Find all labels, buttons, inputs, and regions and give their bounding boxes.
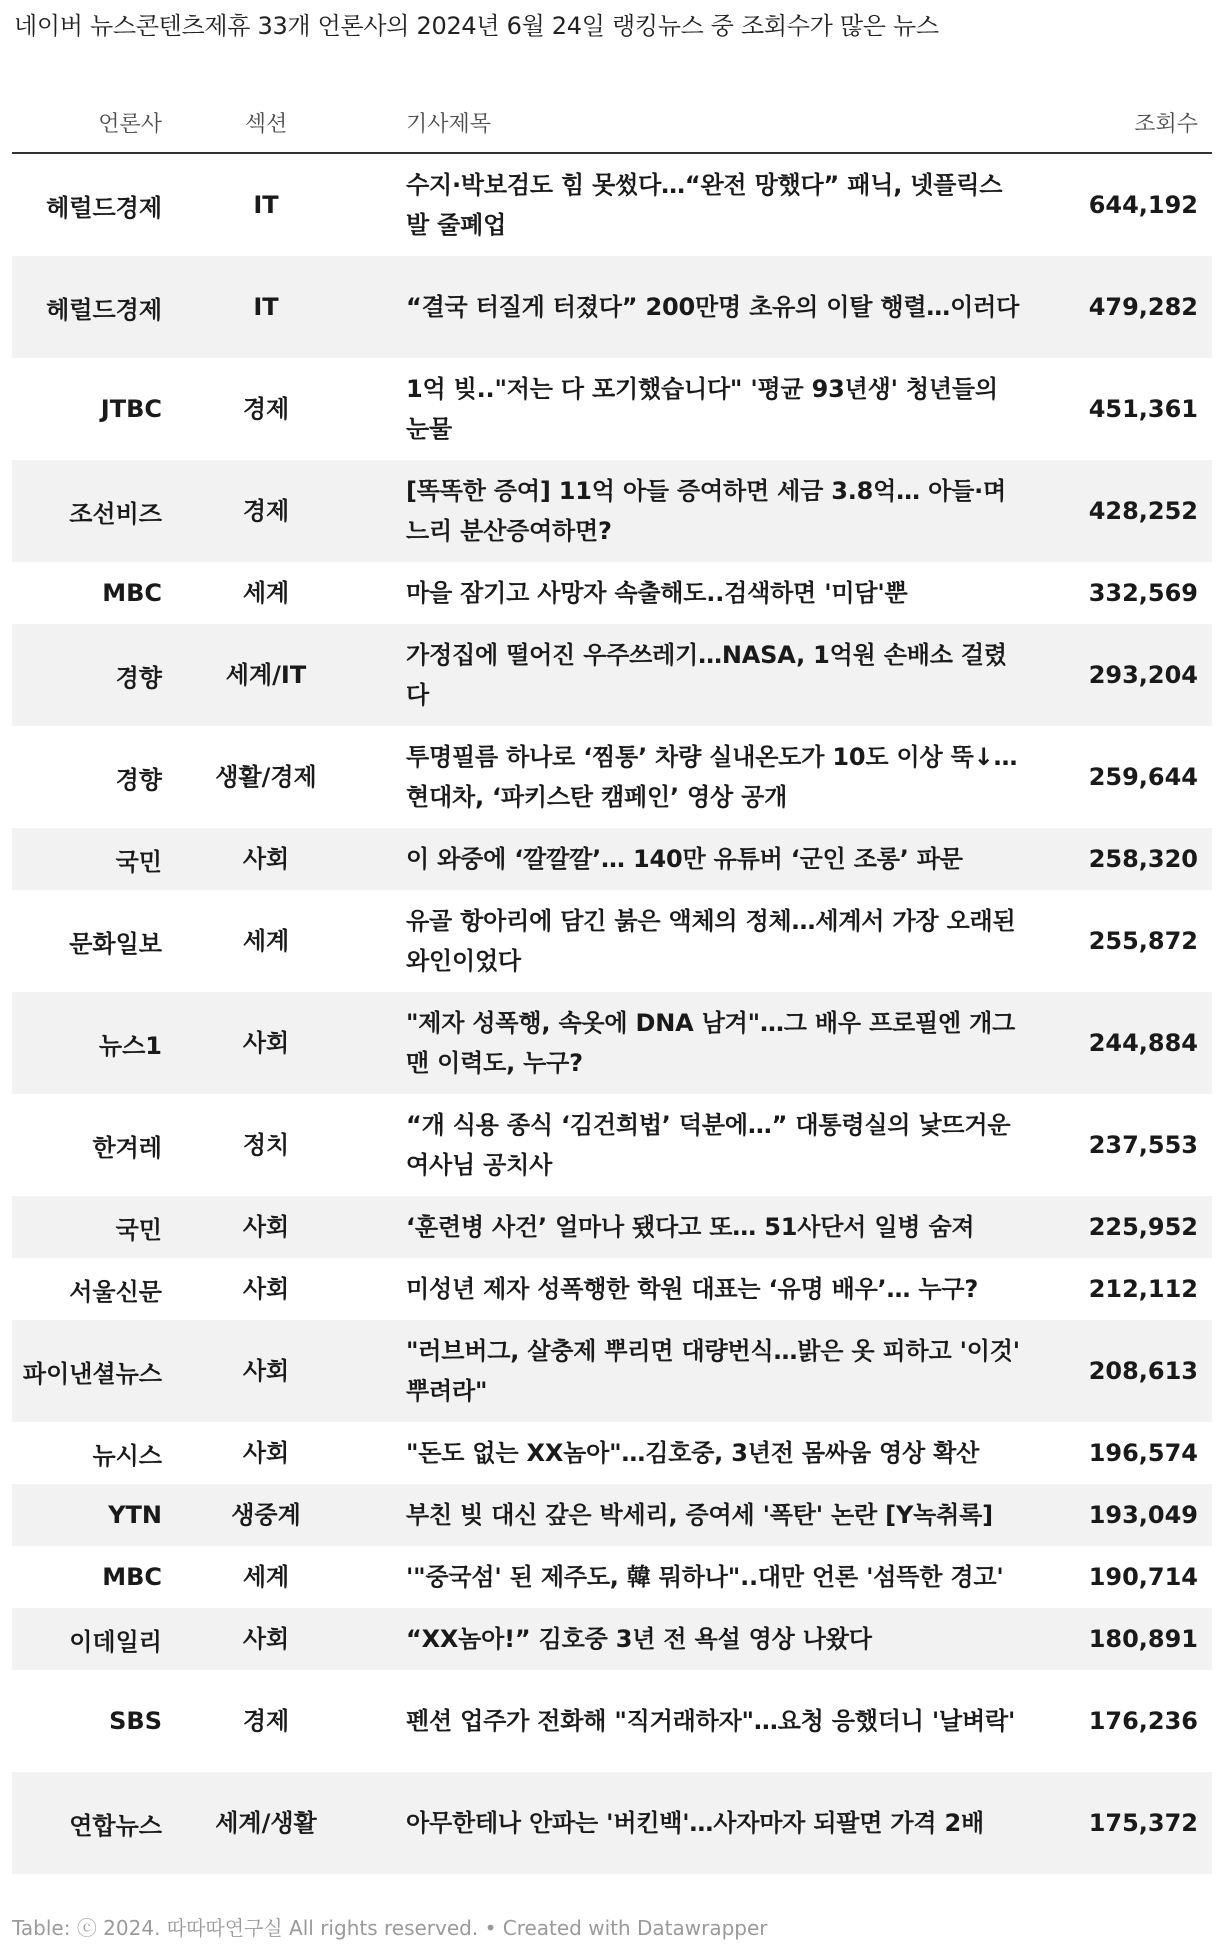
section-cell: 경제 xyxy=(242,497,290,525)
table-row xyxy=(12,1258,1212,1320)
title-cell: 수지·박보검도 힘 못썼다…“완전 망했다” 패닉, 넷플릭스 발 줄폐업 xyxy=(406,171,1003,239)
views-cell: 225,952 xyxy=(1088,1213,1198,1241)
views-cell: 196,574 xyxy=(1088,1439,1198,1467)
section-cell: 사회 xyxy=(242,1357,290,1385)
views-cell: 237,553 xyxy=(1088,1131,1198,1159)
title-cell: 마을 잠기고 사망자 속출해도..검색하면 '미담'뿐 xyxy=(406,579,908,607)
table-row xyxy=(12,1772,1212,1874)
outlet-cell: MBC xyxy=(102,579,162,607)
title-cell: 미성년 제자 성폭행한 학원 대표는 ‘유명 배우’… 누구? xyxy=(406,1275,979,1303)
column-header-section[interactable]: 섹션 xyxy=(244,111,288,137)
title-cell: 가정집에 떨어진 우주쓰레기…NASA, 1억원 손배소 걸렸다 xyxy=(406,641,1007,709)
column-header-title[interactable]: 기사제목 xyxy=(406,111,492,137)
table-row xyxy=(12,154,1212,256)
table-row xyxy=(12,726,1212,828)
section-cell: 사회 xyxy=(242,845,290,873)
title-cell: 펜션 업주가 전화해 "직거래하자"…요청 응했더니 '날벼락' xyxy=(406,1707,1016,1735)
section-cell: 생중계 xyxy=(231,1501,301,1529)
column-header-views[interactable]: 조회수 xyxy=(1134,111,1198,137)
section-cell: 사회 xyxy=(242,1275,290,1303)
title-cell: “결국 터질게 터졌다” 200만명 초유의 이탈 행렬…이러다 xyxy=(406,293,1020,321)
page-title: 네이버 뉴스콘텐츠제휴 33개 언론사의 2024년 6월 24일 랭킹뉴스 중 조회수가 많은 뉴스 xyxy=(14,12,939,40)
views-cell: 180,891 xyxy=(1088,1625,1198,1653)
views-cell: 428,252 xyxy=(1088,497,1198,525)
outlet-cell: 국민 xyxy=(115,847,162,876)
section-cell: 생활/경제 xyxy=(215,763,317,791)
outlet-cell: SBS xyxy=(109,1707,162,1735)
outlet-cell: 파이낸셜뉴스 xyxy=(22,1359,162,1388)
title-cell: “XX놈아!” 김호중 3년 전 욕설 영상 나왔다 xyxy=(406,1625,872,1653)
table-row xyxy=(12,1484,1212,1546)
title-cell: [똑똑한 증여] 11억 아들 증여하면 세금 3.8억… 아들·며느리 분산증여하면? xyxy=(406,477,1006,545)
title-cell: “개 식용 종식 ‘김건희법’ 덕분에…” 대통령실의 낯뜨거운 여사님 공치사 xyxy=(406,1111,1011,1179)
section-cell: IT xyxy=(253,191,279,219)
section-cell: 사회 xyxy=(242,1213,290,1241)
title-cell: "러브버그, 살충제 뿌리면 대량번식…밝은 옷 피하고 '이것' 뿌려라" xyxy=(406,1337,1020,1405)
section-cell: 세계 xyxy=(242,927,290,955)
title-cell: 아무한테나 안파는 '버킨백'…사자마자 되팔면 가격 2배 xyxy=(406,1809,985,1837)
outlet-cell: 국민 xyxy=(115,1215,162,1244)
views-cell: 293,204 xyxy=(1088,661,1198,689)
views-cell: 176,236 xyxy=(1088,1707,1198,1735)
title-cell: 유골 항아리에 담긴 붉은 액체의 정체…세계서 가장 오래된 와인이었다 xyxy=(406,907,1016,975)
views-cell: 208,613 xyxy=(1088,1357,1198,1385)
table-row xyxy=(12,624,1212,726)
views-cell: 479,282 xyxy=(1088,293,1198,321)
outlet-cell: 경향 xyxy=(115,663,162,692)
table-footer: Table: ⓒ 2024. 따따따연구실 All rights reserved. • Created with Datawrapper xyxy=(12,1916,768,1940)
title-cell: "제자 성폭행, 속옷에 DNA 남겨"…그 배우 프로필엔 개그맨 이력도, 누구? xyxy=(406,1009,1016,1077)
table-row xyxy=(12,460,1212,562)
views-cell: 255,872 xyxy=(1088,927,1198,955)
section-cell: 사회 xyxy=(242,1439,290,1467)
outlet-cell: 한겨레 xyxy=(92,1133,162,1162)
outlet-cell: MBC xyxy=(102,1563,162,1591)
outlet-cell: 이데일리 xyxy=(69,1627,162,1656)
outlet-cell: 뉴시스 xyxy=(92,1441,162,1470)
title-cell: 이 와중에 ‘깔깔깔’… 140만 유튜버 ‘군인 조롱’ 파문 xyxy=(406,845,963,873)
section-cell: 경제 xyxy=(242,395,290,423)
column-header-outlet[interactable]: 언론사 xyxy=(98,111,162,137)
section-cell: IT xyxy=(253,293,279,321)
outlet-cell: 경향 xyxy=(115,765,162,794)
outlet-cell: 뉴스1 xyxy=(98,1031,162,1060)
views-cell: 451,361 xyxy=(1088,395,1198,423)
table-row xyxy=(12,1094,1212,1196)
views-cell: 259,644 xyxy=(1088,763,1198,791)
table-row xyxy=(12,1608,1212,1670)
table-row xyxy=(12,1320,1212,1422)
section-cell: 세계/생활 xyxy=(215,1809,317,1837)
title-cell: ‘훈련병 사건’ 얼마나 됐다고 또… 51사단서 일병 숨져 xyxy=(406,1213,975,1241)
section-cell: 세계 xyxy=(242,579,290,607)
table-row xyxy=(12,1546,1212,1608)
table-row xyxy=(12,1422,1212,1484)
views-cell: 244,884 xyxy=(1088,1029,1198,1057)
outlet-cell: YTN xyxy=(108,1501,162,1529)
section-cell: 세계 xyxy=(242,1563,290,1591)
views-cell: 258,320 xyxy=(1088,845,1198,873)
title-cell: "돈도 없는 XX놈아"…김호중, 3년전 몸싸움 영상 확산 xyxy=(406,1439,980,1467)
outlet-cell: 서울신문 xyxy=(69,1277,162,1306)
table-body xyxy=(12,154,1212,1874)
table-header xyxy=(12,92,1212,154)
table-row xyxy=(12,992,1212,1094)
outlet-cell: 연합뉴스 xyxy=(69,1811,162,1840)
section-cell: 경제 xyxy=(242,1707,290,1735)
table-row xyxy=(12,358,1212,460)
outlet-cell: 문화일보 xyxy=(69,929,162,958)
outlet-cell: 조선비즈 xyxy=(69,499,162,528)
views-cell: 175,372 xyxy=(1088,1809,1198,1837)
section-cell: 세계/IT xyxy=(225,661,307,689)
views-cell: 193,049 xyxy=(1088,1501,1198,1529)
table-row xyxy=(12,1670,1212,1772)
table-row xyxy=(12,1196,1212,1258)
title-cell: 부친 빚 대신 갚은 박세리, 증여세 '폭탄' 논란 [Y녹취록] xyxy=(406,1501,993,1529)
views-cell: 190,714 xyxy=(1088,1563,1198,1591)
section-cell: 사회 xyxy=(242,1029,290,1057)
views-cell: 332,569 xyxy=(1088,579,1198,607)
views-cell: 644,192 xyxy=(1088,191,1198,219)
title-cell: 투명필름 하나로 ‘찜통’ 차량 실내온도가 10도 이상 뚝↓…현대차, ‘파키스탄 캠페인’ 영상 공개 xyxy=(406,743,1018,811)
ranking-table xyxy=(12,92,1212,1874)
section-cell: 사회 xyxy=(242,1625,290,1653)
views-cell: 212,112 xyxy=(1088,1275,1198,1303)
outlet-cell: JTBC xyxy=(100,395,162,423)
table-row xyxy=(12,828,1212,890)
title-cell: '"중국섬' 된 제주도, 韓 뭐하나"..대만 언론 '섬뜩한 경고' xyxy=(406,1563,1004,1591)
table-row xyxy=(12,256,1212,358)
section-cell: 정치 xyxy=(242,1131,290,1159)
table-row xyxy=(12,562,1212,624)
outlet-cell: 헤럴드경제 xyxy=(46,295,162,324)
outlet-cell: 헤럴드경제 xyxy=(46,193,162,222)
table-row xyxy=(12,890,1212,992)
title-cell: 1억 빚.."저는 다 포기했습니다" '평균 93년생' 청년들의 눈물 xyxy=(406,375,998,443)
